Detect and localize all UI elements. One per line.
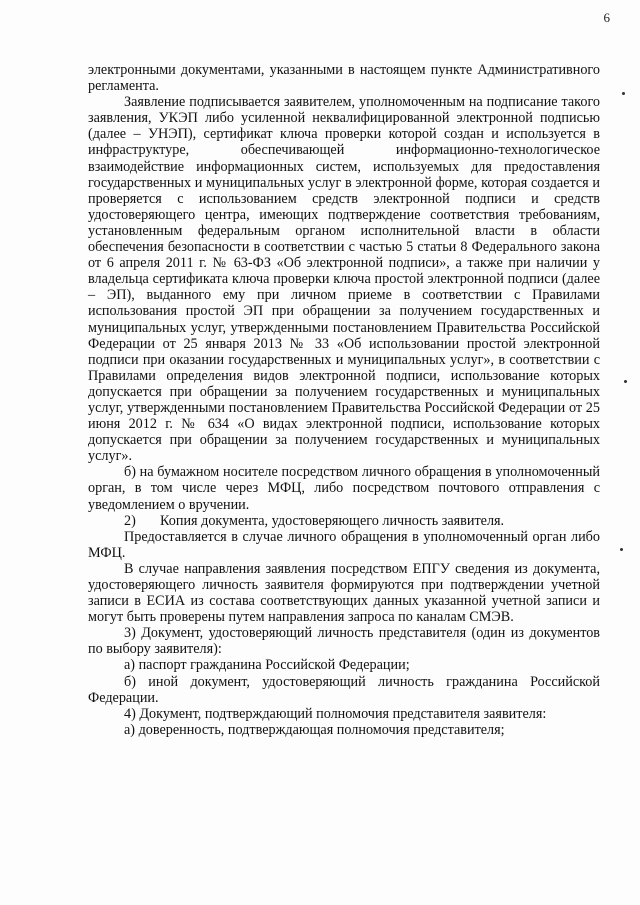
list-subitem-passport: а) паспорт гражданина Российской Федерации; [124,657,410,674]
list-item-2-text: Копия документа, удостоверяющего личность заявителя. [160,512,505,529]
list-item-3: 3) Документ, удостоверяющий личность представителя (один из документов по выбору заявителя): [88,625,600,658]
scan-speck [622,92,625,95]
paragraph-paper-submission: б) на бумажном носителе посредством личного обращения в уполномоченный орган, в том числе через МФЦ, либо посредством почтового отправления с уведомлением о вручении. [88,464,600,513]
list-item-2-number: 2) [124,512,136,529]
list-item-4: 4) Документ, подтверждающий полномочия представителя заявителя: [124,705,547,722]
list-item-2 [88,513,600,529]
scan-speck [620,548,623,551]
page-number: 6 [603,10,610,25]
paragraph-signature-requirements: Заявление подписывается заявителем, уполномоченным на подписание такого заявления, УКЭП либо усиленной неквалифицированной электронной подписью (далее – УНЭП), сертификат ключа проверки которой создан и используется в инфраструктуре, обеспечивающей информационно-технологическое взаимодействие информационных систем, используемых для предоставления государственных и муниципальных услуг в электронной форме, которая создается и проверяется с использованием средств электронной подписи и средств удостоверяющего центра, имеющих подтверждение соответствия требованиям, установленным федеральным органом исполнительной власти в области обеспечения безопасности в соответствии с частью 5 статьи 8 Федерального закона от 6 апреля 2011 г. № 63-ФЗ «Об электронной подписи», а также при наличии у владельца сертификата ключа проверки ключа простой электронной подписи (далее – ЭП), выданного ему при личном приеме в соответствии с Правилами использования простой ЭП при обращении за получением государственных и муниципальных услуг, утвержденными постановлением Правительства Российской Федерации от 25 января 2013 № 33 «Об использовании простой электронной подписи при оказании государственных и муниципальных услуг», в соответствии с Правилами определения видов электронной подписи, использование которых допускается при обращении за получением государственных и муниципальных услуг, утвержденными постановлением Правительства Российской Федерации от 25 июня 2012 г. № 634 «О видах электронной подписи, использование которых допускается при обращении за получением государственных и муниципальных услуг». [88,94,600,465]
paragraph-continuation: электронными документами, указанными в настоящем пункте Административного регламента. [88,62,600,95]
list-subitem-other-id: б) иной документ, удостоверяющий личность гражданина Российской Федерации. [88,673,600,706]
scan-speck [624,380,627,383]
document-body [88,62,600,738]
list-subitem-power-of-attorney: а) доверенность, подтверждающая полномочия представителя; [124,721,505,738]
paragraph-personal-submission: Предоставляется в случае личного обращения в уполномоченный орган либо МФЦ. [88,528,600,561]
paragraph-epgu-submission: В случае направления заявления посредством ЕПГУ сведения из документа, удостоверяющего личность заявителя формируются при подтверждении учетной записи в ЕСИА из состава соответствующих данных указанной учетной записи и могут быть проверены путем направления запроса по каналам СМЭВ. [88,560,600,626]
